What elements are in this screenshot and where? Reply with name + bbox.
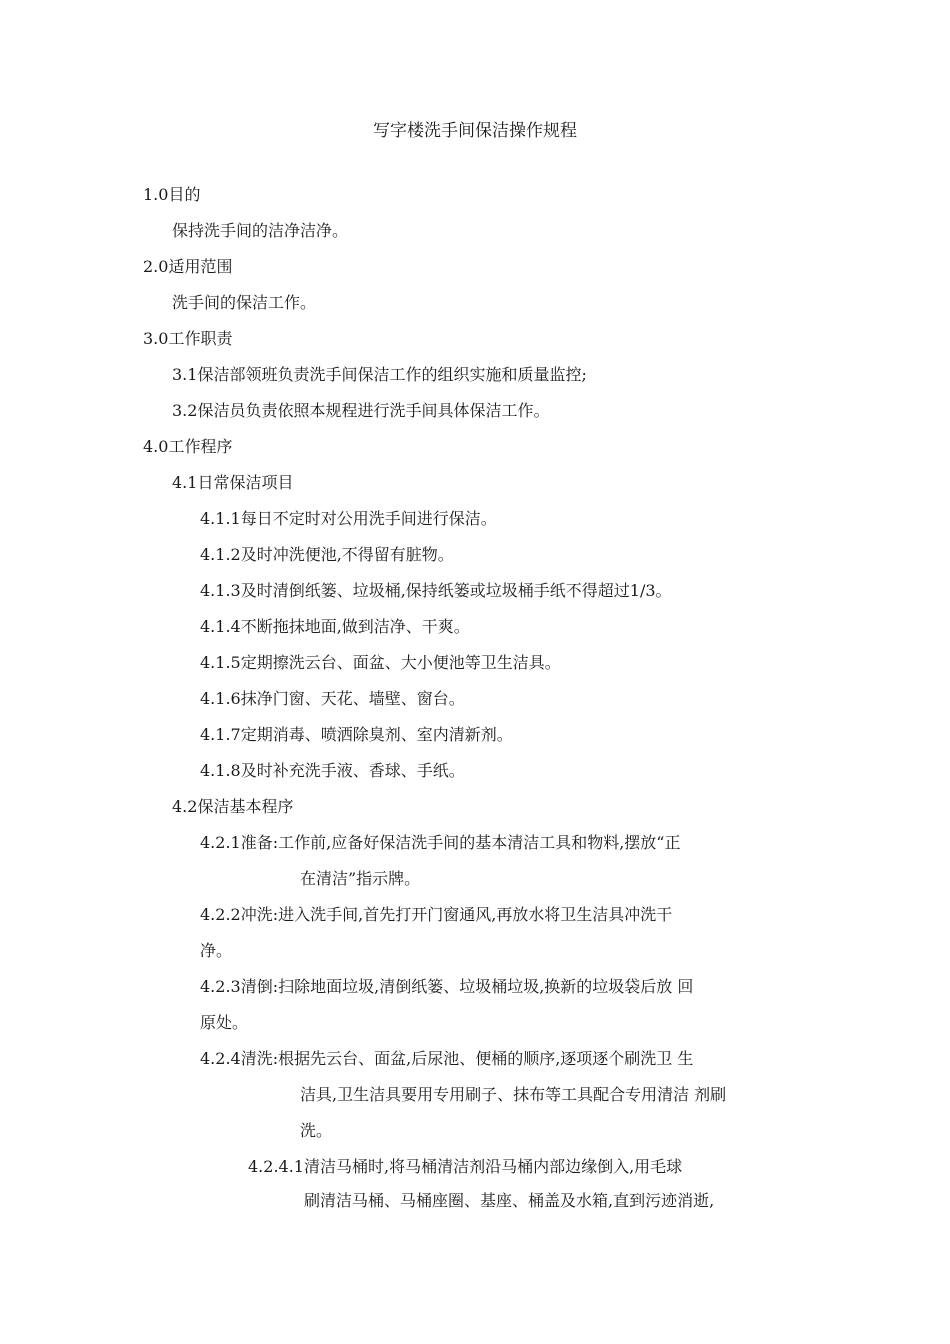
list-item: 4.2.4.1清洁马桶时,将马桶清洁剂沿马桶内部边缘倒入,用毛球 [248, 1157, 683, 1176]
section-heading: 4.0工作程序 [143, 437, 233, 456]
paragraph: 洗手间的保洁工作。 [172, 293, 317, 312]
list-item: 4.2.1准备:工作前,应备好保洁洗手间的基本清洁工具和物料,摆放“正 [200, 833, 681, 852]
section-heading: 1.0目的 [143, 185, 201, 204]
list-item: 4.1.7定期消毒、喷洒除臭剂、室内清新剂。 [200, 725, 513, 744]
list-item-continuation: 洗。 [300, 1121, 333, 1140]
list-item: 4.1.1每日不定时对公用洗手间进行保洁。 [200, 509, 497, 528]
list-item-continuation: 原处。 [200, 1013, 249, 1032]
paragraph: 保持洗手间的洁净洁净。 [172, 221, 349, 240]
list-item: 4.1.4不断拖抹地面,做到洁净、干爽。 [200, 617, 470, 636]
list-item-continuation: 刷清洁马桶、马桶座圈、基座、桶盖及水箱,直到污迹消逝, [304, 1191, 715, 1210]
list-item: 4.1.8及时补充洗手液、香球、手纸。 [200, 761, 465, 780]
section-heading: 2.0适用范围 [143, 257, 233, 276]
list-item-continuation: 在清洁”指示牌。 [300, 869, 421, 888]
section-heading: 3.0工作职责 [143, 329, 233, 348]
list-item: 4.1.3及时清倒纸篓、垃圾桶,保持纸篓或垃圾桶手纸不得超过1/3。 [200, 581, 672, 600]
list-item: 3.2保洁员负责依照本规程进行洗手间具体保洁工作。 [172, 401, 550, 420]
list-item: 4.1.6抹净门窗、天花、墙壁、窗台。 [200, 689, 465, 708]
page-title: 写字楼洗手间保洁操作规程 [373, 121, 577, 141]
list-item: 4.1.2及时冲洗便池,不得留有脏物。 [200, 545, 454, 564]
list-item: 4.2.3清倒:扫除地面垃圾,清倒纸篓、垃圾桶垃圾,换新的垃圾袋后放 回 [200, 977, 694, 996]
list-item: 3.1保洁部领班负责洗手间保洁工作的组织实施和质量监控; [172, 365, 587, 384]
list-item: 4.2.4清洗:根据先云台、面盆,后尿池、便桶的顺序,逐项逐个刷洗卫 生 [200, 1049, 694, 1068]
list-item: 4.2.2冲洗:进入洗手间,首先打开门窗通风,再放水将卫生洁具冲洗干 [200, 905, 673, 924]
list-item-continuation: 洁具,卫生洁具要用专用刷子、抹布等工具配合专用清洁 剂刷 [300, 1085, 727, 1104]
list-item: 4.1.5定期擦洗云台、面盆、大小便池等卫生洁具。 [200, 653, 561, 672]
list-item-continuation: 净。 [200, 941, 233, 960]
subsection-heading: 4.1日常保洁项目 [172, 473, 294, 492]
subsection-heading: 4.2保洁基本程序 [172, 797, 294, 816]
